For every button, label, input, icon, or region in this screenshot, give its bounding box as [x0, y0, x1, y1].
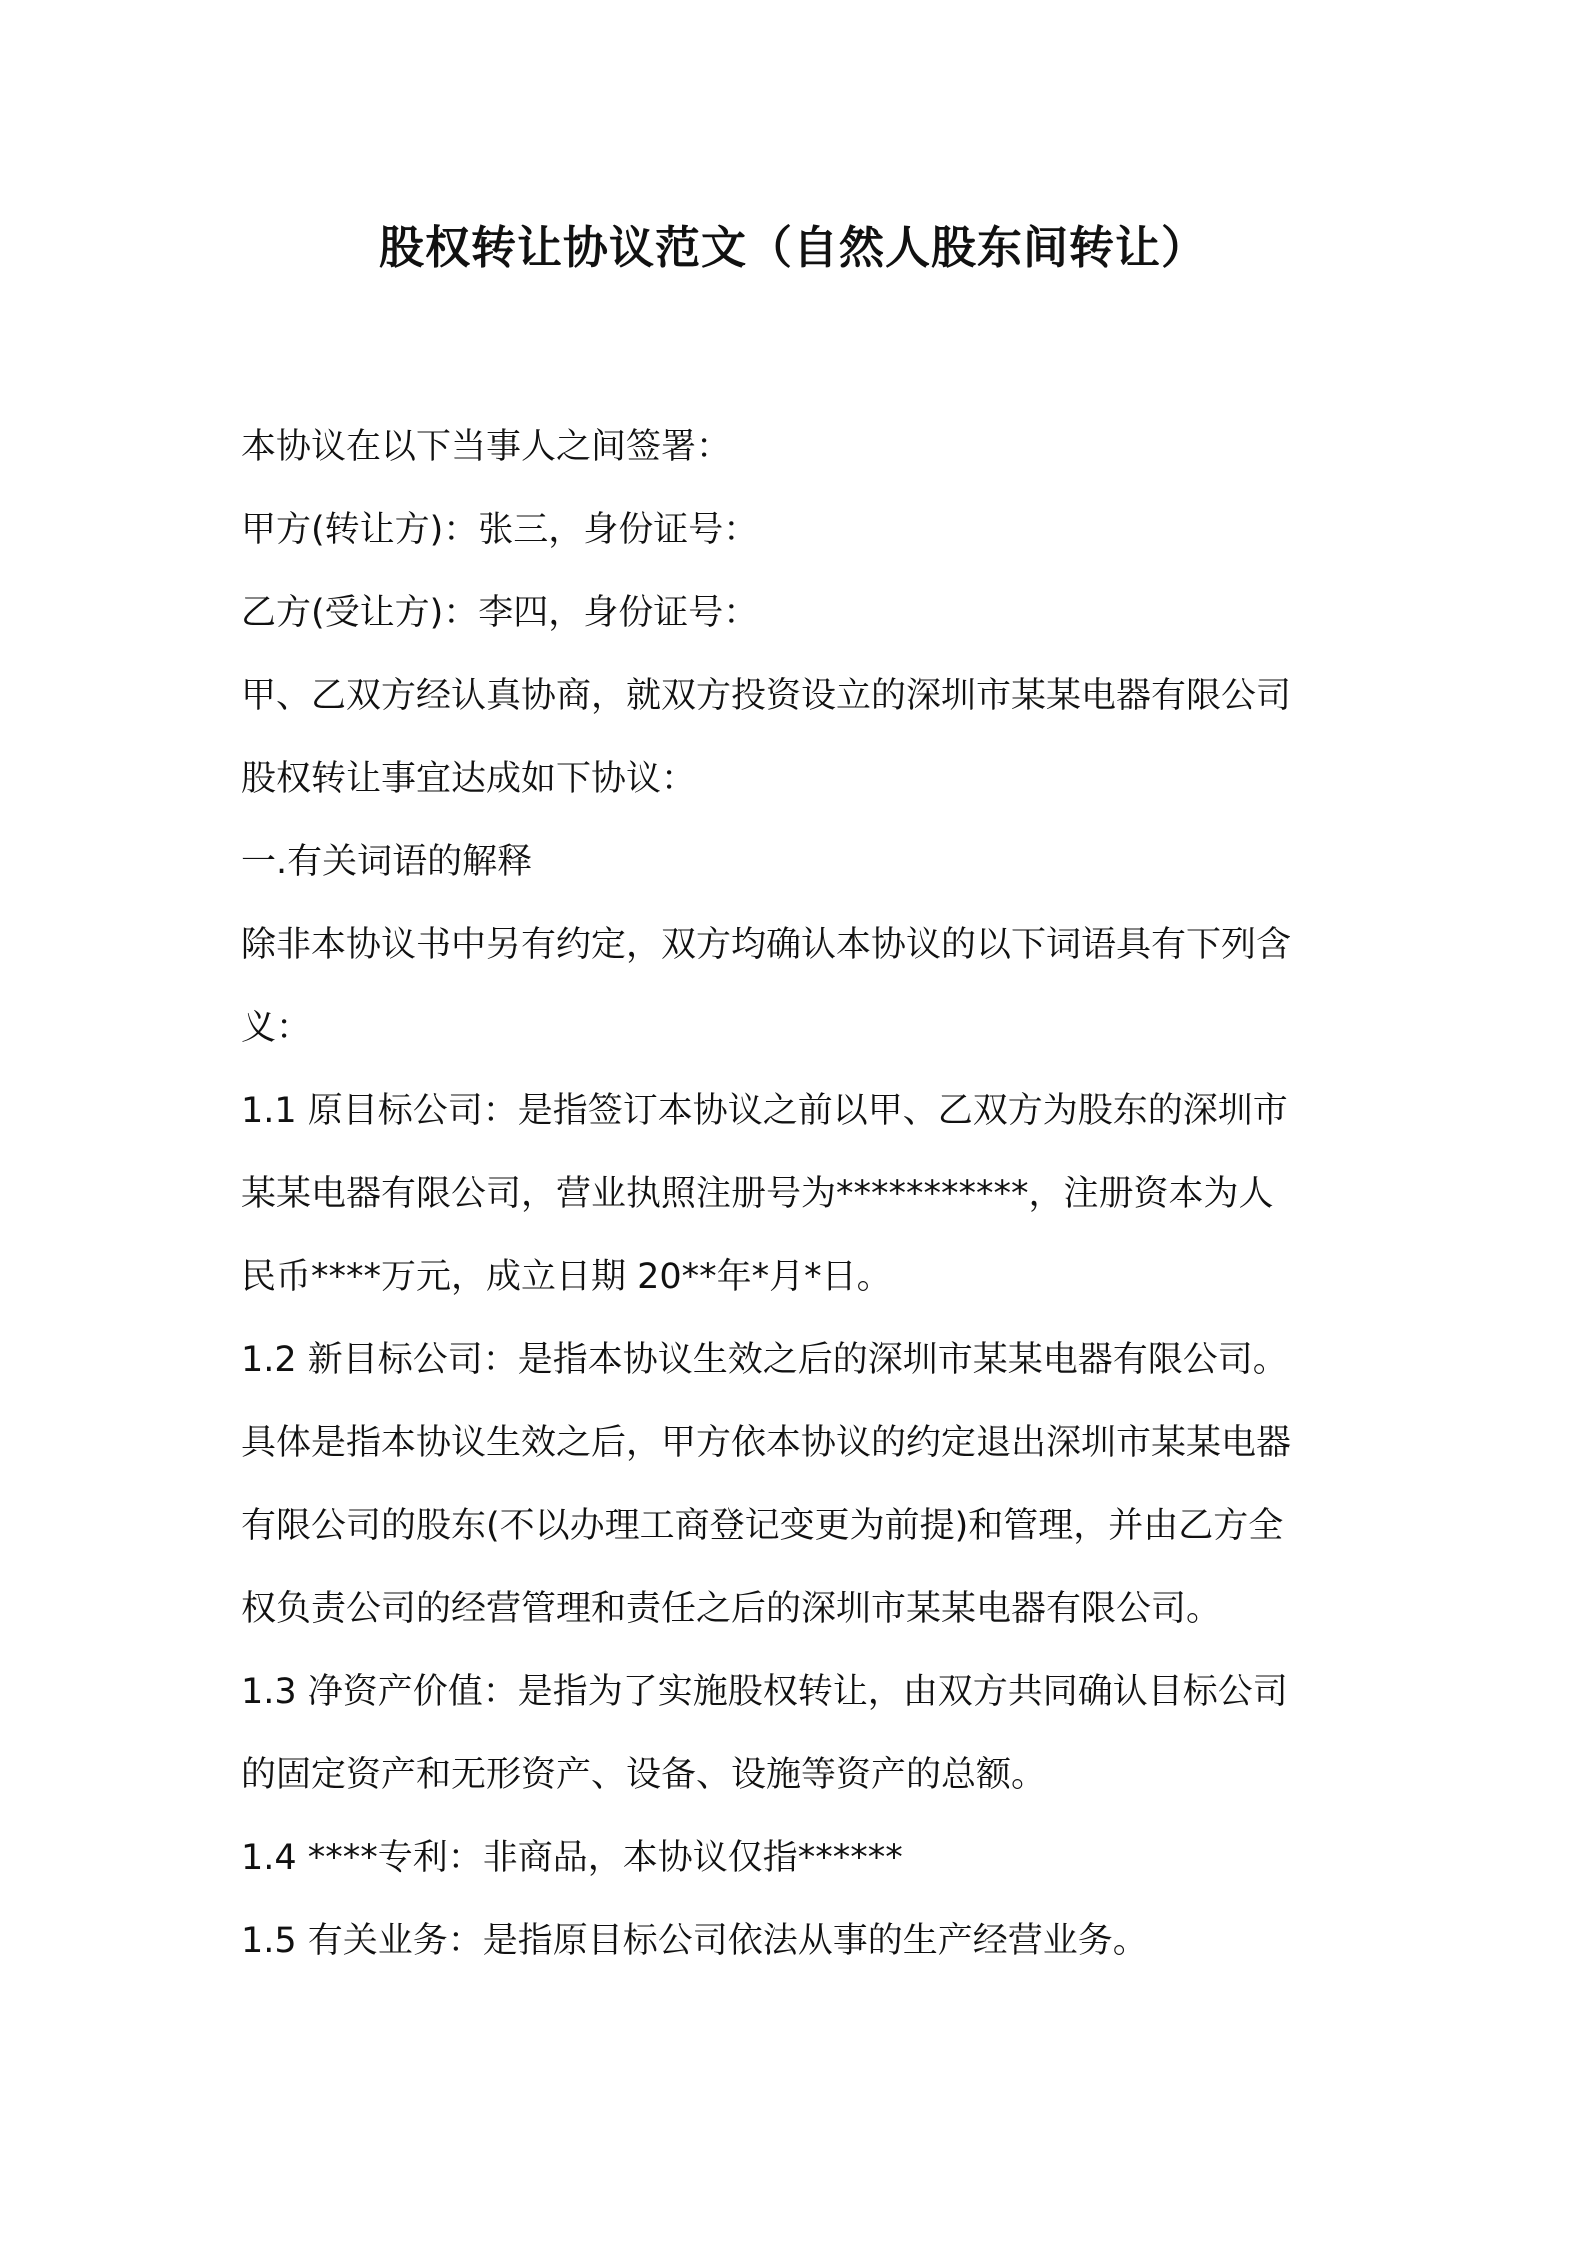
clause-line: 1.5 有关业务：是指原目标公司依法从事的生产经营业务。	[241, 1921, 1148, 1961]
text-line: 有限公司的股东(不以办理工商登记变更为前提)和管理，并由乙方全	[241, 1506, 1284, 1546]
text-line: 股权转让事宜达成如下协议：	[241, 759, 697, 799]
clause-line: 1.4 ****专利：非商品，本协议仅指******	[241, 1838, 903, 1878]
clause-line: 1.2 新目标公司：是指本协议生效之后的深圳市某某电器有限公司。	[241, 1340, 1288, 1380]
clause-line: 1.3 净资产价值：是指为了实施股权转让，由双方共同确认目标公司	[241, 1672, 1288, 1712]
text-line: 民币****万元，成立日期 20**年*月*日。	[241, 1257, 892, 1297]
text-line: 权负责公司的经营管理和责任之后的深圳市某某电器有限公司。	[241, 1589, 1222, 1629]
text-line: 某某电器有限公司，营业执照注册号为***********，注册资本为人	[241, 1174, 1274, 1214]
clause-line: 1.1 原目标公司：是指签订本协议之前以甲、乙双方为股东的深圳市	[241, 1091, 1288, 1131]
text-line: 甲、乙双方经认真协商，就双方投资设立的深圳市某某电器有限公司	[241, 676, 1292, 716]
document-title: 股权转让协议范文（自然人股东间转让）	[378, 221, 1207, 274]
text-line: 具体是指本协议生效之后，甲方依本协议的约定退出深圳市某某电器	[241, 1423, 1292, 1463]
text-line: 甲方(转让方)：张三，身份证号：	[241, 510, 759, 550]
document-body	[241, 406, 1361, 1983]
text-line: 义：	[241, 1008, 312, 1048]
text-line: 除非本协议书中另有约定，双方均确认本协议的以下词语具有下列含	[241, 925, 1292, 965]
text-line: 本协议在以下当事人之间签署：	[241, 427, 732, 467]
text-line: 乙方(受让方)：李四，身份证号：	[241, 593, 759, 633]
text-line: 的固定资产和无形资产、设备、设施等资产的总额。	[241, 1755, 1047, 1795]
section-heading: 一.有关词语的解释	[241, 842, 533, 882]
